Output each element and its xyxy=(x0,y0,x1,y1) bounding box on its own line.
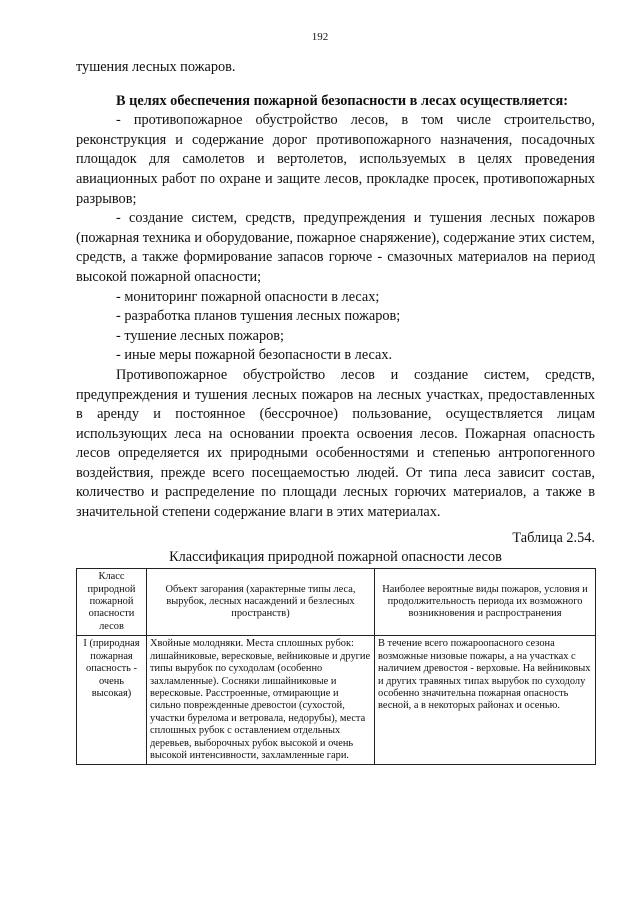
cell-class: I (природная пожарная опасность - очень высокая) xyxy=(77,636,147,765)
table-label: Таблица 2.54. xyxy=(512,529,595,546)
list-item: - мониторинг пожарной опасности в лесах; xyxy=(116,288,380,305)
cell-fires: В течение всего пожароопасного сезона возможные низовые пожары, а на участках с наличием древостоя - верховые. На вейниковых и других травяных типах вырубок по суходолу особенно значительна пожарная опасность весной, а в некоторых районах и осенью. xyxy=(375,636,596,765)
page-number: 192 xyxy=(311,31,329,43)
list-item: - разработка планов тушения лесных пожаров; xyxy=(116,308,401,325)
header-object: Объект загорания (характерные типы леса, вырубок, лесных насаждений и безлесных пространств) xyxy=(147,569,375,636)
cell-object: Хвойные молодняки. Места сплошных рубок: лишайниковые, вересковые, вейниковые и другие типы вырубок по суходолам (особенно захламленные). Сосняки лишайниковые и вересковые. Расстроенные, отмирающие и сильно поврежденные древостои (сухостой, участки бурелома и ветровала, недорубы), места сплошных рубок с оставлением отдельных деревьев, выборочных рубок высокой и очень высокой интенсивности, захламленные гари. xyxy=(147,636,375,765)
table-caption: Классификация природной пожарной опасности лесов xyxy=(169,549,502,566)
carry-over-line: тушения лесных пожаров. xyxy=(76,59,236,75)
section-heading: В целях обеспечения пожарной безопасности в лесах осуществляется: xyxy=(116,92,568,109)
table-header-row xyxy=(77,569,596,636)
header-class: Класс природной пожарной опасности лесов xyxy=(77,569,147,636)
document-body xyxy=(76,58,595,765)
table-row xyxy=(77,636,596,765)
fire-danger-table xyxy=(76,568,596,765)
list-item: - противопожарное обустройство лесов, в том числе строительство, реконструкция и содержание дорог противопожарного назначения, посадочных площадок для самолетов и вертолетов, используемых в целях проведения авиационных работ по охране и защите лесов, прокладке просек, противопожарных разрывов; xyxy=(76,112,595,207)
header-fires: Наиболее вероятные виды пожаров, условия и продолжительность периода их возможного возникновения и распространения xyxy=(375,569,596,636)
list-item: - иные меры пожарной безопасности в лесах. xyxy=(116,347,393,364)
list-item: - тушение лесных пожаров; xyxy=(116,327,284,344)
body-paragraph: Противопожарное обустройство лесов и создание систем, средств, предупреждения и тушения лесных пожаров на лесных участках, предоставленных в аренду и постоянное (бессрочное) пользование, осуществляется лицам использующих леса на основании проекта освоения лесов. Пожарная опасность лесов определяется их природными особенностями и степенью антропогенного воздействия, прежде всего посещаемостью людей. От типа леса зависит состав, количество и распределение по площади лесных горючих материалов, а также в значительной степени содержание влаги в этих материалах. xyxy=(76,366,595,521)
list-item: - создание систем, средств, предупреждения и тушения лесных пожаров (пожарная техника и оборудование, пожарное снаряжение), содержание этих систем, средств, а также формирование запасов горюче - смазочных материалов на период высокой пожарной опасности; xyxy=(76,210,595,285)
